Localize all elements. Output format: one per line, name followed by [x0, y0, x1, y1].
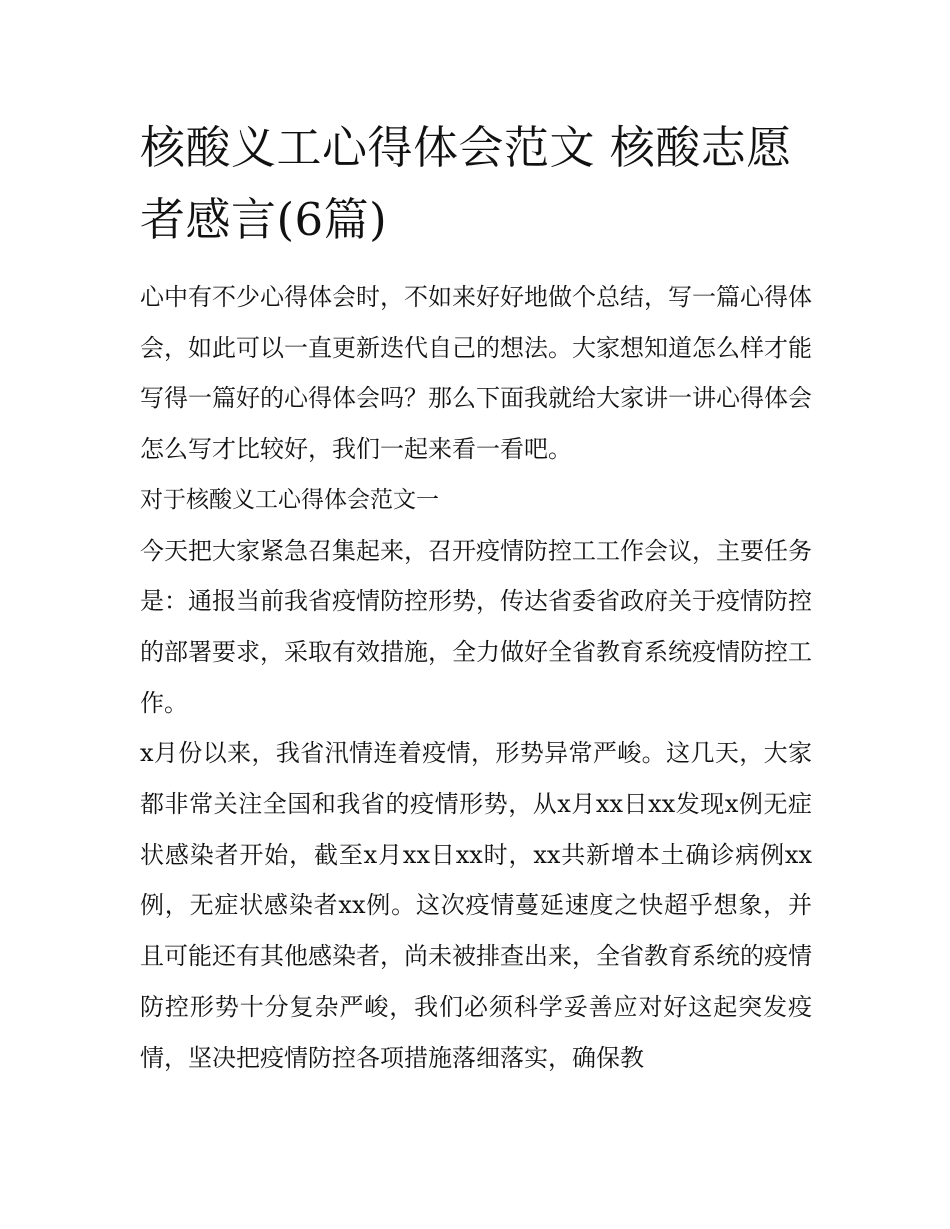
document-body — [140, 112, 820, 1083]
intro-paragraph: 心中有不少心得体会时，不如来好好地做个总结，写一篇心得体会，如此可以一直更新迭代自己的想法。大家想知道怎么样才能写得一篇好的心得体会吗？那么下面我就给大家讲一讲心得体会怎么写才比较好，我们一起来看一看吧。 — [140, 283, 812, 464]
body-paragraph-2: x月份以来，我省汛情连着疫情，形势异常严峻。这几天，大家都非常关注全国和我省的疫情形势，从x月xx日xx发现x例无症状感染者开始，截至x月xx日xx时，xx共新增本土确诊病例xx例，无症状感染者xx例。这次疫情蔓延速度之快超乎想象，并且可能还有其他感染者，尚未被排查出来，全省教育系统的疫情防控形势十分复杂严峻，我们必须科学妥善应对好这起突发疫情，坚决把疫情防控各项措施落细落实，确保教 — [140, 739, 812, 1072]
section-heading: 对于核酸义工心得体会范文一 — [140, 486, 439, 513]
body-paragraph-1: 今天把大家紧急召集起来，召开疫情防控工工作会议，主要任务是：通报当前我省疫情防控形势，传达省委省政府关于疫情防控的部署要求，采取有效措施，全力做好全省教育系统疫情防控工作。 — [140, 536, 812, 717]
document-title: 核酸义工心得体会范文 核酸志愿者感言(6篇) — [140, 121, 792, 246]
